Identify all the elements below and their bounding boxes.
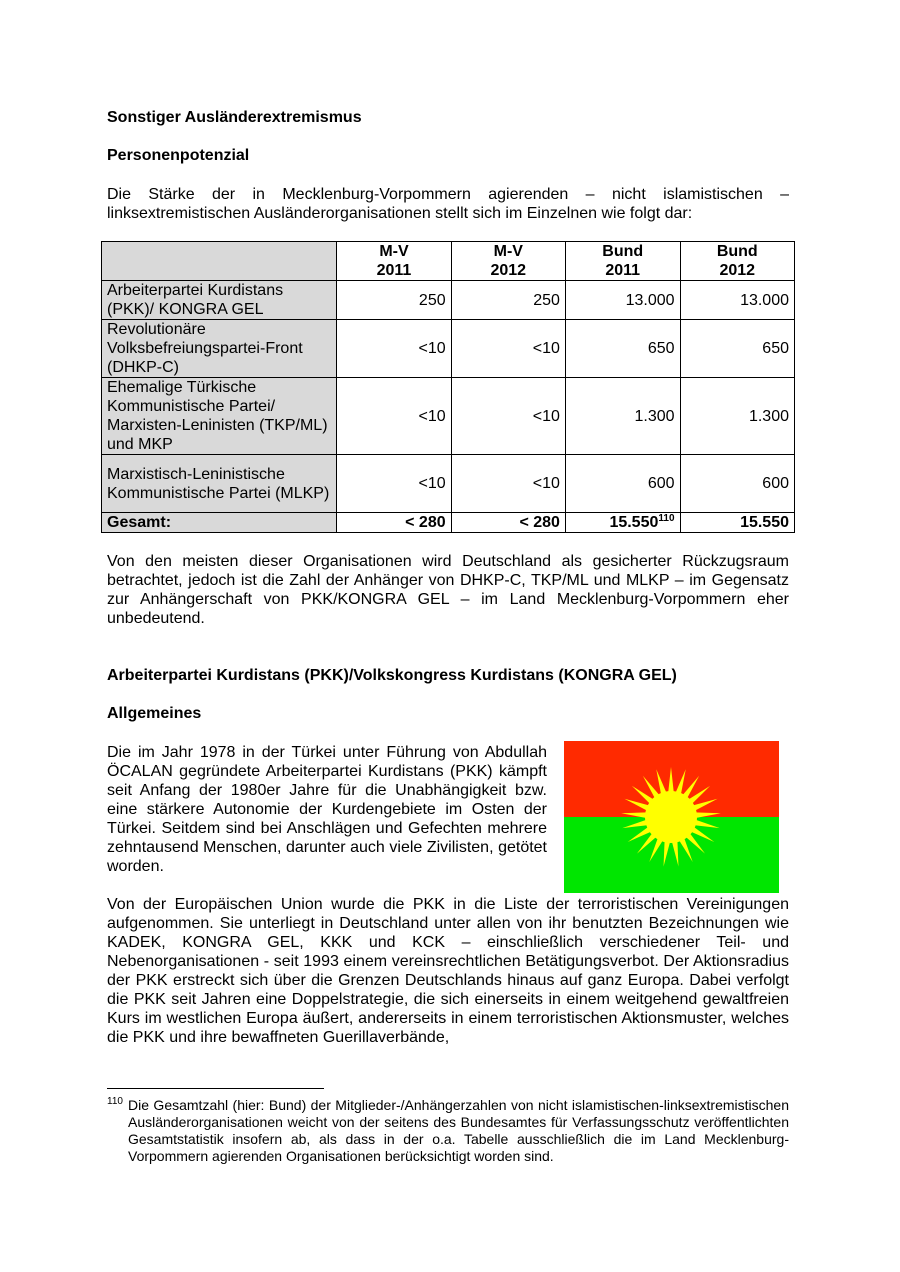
- value-cell: 250: [337, 281, 451, 320]
- value-cell: 600: [680, 455, 794, 513]
- column-header: M-V 2012: [451, 242, 565, 281]
- subsection-heading-general: Allgemeines: [107, 705, 202, 722]
- value-cell: 600: [565, 455, 680, 513]
- value-cell: 650: [680, 320, 794, 378]
- footnote-separator: [107, 1088, 324, 1089]
- total-label-cell: Gesamt:: [102, 513, 337, 533]
- kurdistan-flag-image: [564, 741, 779, 893]
- membership-table: [101, 241, 795, 533]
- footnote-text: Die Gesamtzahl (hier: Bund) der Mitglieder-/Anhängerzahlen von nicht islamistischen-linksextremistischen Ausländerorganisationen weicht von der seitens des Bundesamtes für Verfassungsschutz veröffentlichten Gesamtstatistik insofern ab, als dass in der o.a. Tabelle ausschließlich die im Land Mecklenburg-Vorpommern agierenden Organisationen berücksichtigt worden sind.: [128, 1097, 789, 1164]
- table-header-row: [102, 242, 795, 281]
- pkk-paragraph-2: Von der Europäischen Union wurde die PKK in die Liste der terroristischen Vereinigungen aufgenommen. Sie unterliegt in Deutschland unter allen von ihr benutzten Bezeichnungen wie KADEK, KONGRA GEL, KKK und KCK – einschließlich verschiedener Teil- und Nebenorganisationen - seit 1993 einem vereinsrechtlichen Betätigungsverbot. Der Aktionsradius der PKK erstreckt sich über die Grenzen Deutschlands hinaus auf ganz Europa. Dabei verfolgt die PKK seit Jahren eine Doppelstrategie, die sich einerseits in einem weitgehend gewaltfreien Kurs im westlichen Europa äußert, andererseits in einem terroristischen Aktionsmuster, welches die PKK und ihre bewaffneten Guerillaverbände,: [107, 896, 789, 1046]
- subsection-heading: Personenpotenzial: [107, 147, 250, 164]
- table-row: [102, 320, 795, 378]
- organization-cell: Ehemalige Türkische Kommunistische Partei/ Marxisten-Leninisten (TKP/ML) und MKP: [102, 378, 337, 455]
- table-corner-cell: [102, 242, 337, 281]
- value-cell: <10: [451, 378, 565, 455]
- section-heading-pkk: Arbeiterpartei Kurdistans (PKK)/Volkskongress Kurdistans (KONGRA GEL): [107, 667, 677, 684]
- total-value-cell: 15.550$^{110}$: [565, 513, 680, 533]
- total-value-cell: 15.550: [680, 513, 794, 533]
- value-cell: <10: [337, 455, 451, 513]
- footnote: [107, 1097, 789, 1165]
- value-cell: 650: [565, 320, 680, 378]
- organization-cell: Revolutionäre Volksbefreiungspartei-Front (DHKP-C): [102, 320, 337, 378]
- column-header: Bund 2011: [565, 242, 680, 281]
- value-cell: <10: [451, 320, 565, 378]
- section-heading: Sonstiger Ausländerextremismus: [107, 109, 362, 126]
- pkk-paragraph-1: Die im Jahr 1978 in der Türkei unter Führung von Abdullah ÖCALAN gegründete Arbeiterpartei Kurdistans (PKK) kämpft seit Anfang der 1980er Jahre für die Unabhängigkeit bzw. eine stärkere Autonomie der Kurdengebiete im Osten der Türkei. Seitdem sind bei Anschlägen und Gefechten mehrere zehntausend Menschen, darunter auch viele Zivilisten, getötet worden.: [107, 744, 547, 875]
- column-header: M-V 2011: [337, 242, 451, 281]
- intro-paragraph: Die Stärke der in Mecklenburg-Vorpommern agierenden – nicht islamistischen – linksextremistischen Ausländerorganisationen stellt sich im Einzelnen wie folgt dar:: [107, 186, 789, 222]
- footnote-mark: 110: [107, 1096, 123, 1107]
- value-cell: 13.000: [680, 281, 794, 320]
- table-row: [102, 378, 795, 455]
- total-value-cell: < 280: [337, 513, 451, 533]
- table-row: [102, 281, 795, 320]
- value-cell: 13.000: [565, 281, 680, 320]
- value-cell: <10: [337, 320, 451, 378]
- value-cell: 1.300: [565, 378, 680, 455]
- value-cell: 1.300: [680, 378, 794, 455]
- table-total-row: [102, 513, 795, 533]
- column-header: Bund 2012: [680, 242, 794, 281]
- table-row: [102, 455, 795, 513]
- organization-cell: Marxistisch-Leninistische Kommunistische Partei (MLKP): [102, 455, 337, 513]
- footnote-reference: 110: [658, 513, 675, 524]
- paragraph-after-table: Von den meisten dieser Organisationen wird Deutschland als gesicherter Rückzugsraum betrachtet, jedoch ist die Zahl der Anhänger von DHKP-C, TKP/ML und MLKP – im Gegensatz zur Anhängerschaft von PKK/KONGRA GEL – im Land Mecklenburg-Vorpommern eher unbedeutend.: [107, 553, 789, 627]
- organization-cell: Arbeiterpartei Kurdistans (PKK)/ KONGRA GEL: [102, 281, 337, 320]
- value-cell: <10: [451, 455, 565, 513]
- value-cell: 250: [451, 281, 565, 320]
- value-cell: <10: [337, 378, 451, 455]
- total-value-cell: < 280: [451, 513, 565, 533]
